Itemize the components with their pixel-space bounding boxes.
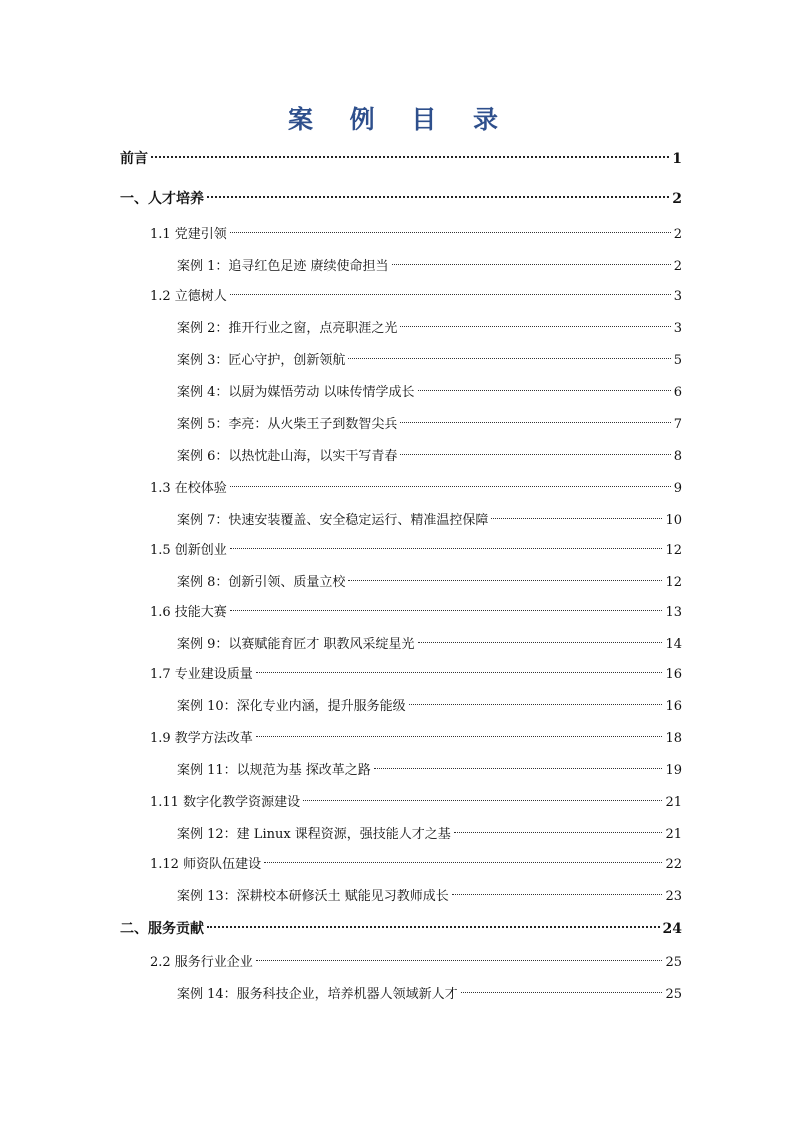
toc-page-number: 3 — [673, 289, 682, 304]
toc-entry-text: 案例 5：李亮：从火柴王子到数智尖兵 — [177, 417, 398, 432]
toc-entry-text: 1.2 立德树人 — [150, 289, 227, 304]
toc-chapter-entry[interactable] — [120, 188, 682, 210]
dot-leader — [374, 768, 663, 769]
toc-case-entry[interactable] — [177, 886, 682, 908]
dot-leader — [230, 294, 671, 295]
toc-page-number: 23 — [665, 889, 682, 904]
toc-entry-text: 案例 8：创新引领、质量立校 — [177, 575, 346, 590]
toc-entry-text: 案例 6：以热忱赴山海，以实干写青春 — [177, 449, 398, 464]
toc-entry-text: 1.9 教学方法改革 — [150, 731, 253, 746]
toc-page-number: 12 — [665, 543, 682, 558]
toc-case-entry[interactable] — [177, 824, 682, 846]
dot-leader — [400, 326, 670, 327]
dot-leader — [348, 358, 670, 359]
toc-page-number: 21 — [665, 827, 682, 842]
toc-section-entry[interactable] — [150, 952, 682, 974]
toc-case-entry[interactable] — [177, 510, 682, 532]
toc-page-number: 9 — [673, 481, 682, 496]
toc-case-entry[interactable] — [177, 350, 682, 372]
toc-page-number: 2 — [673, 227, 682, 242]
toc-section-entry[interactable] — [150, 728, 682, 750]
dot-leader — [303, 800, 662, 801]
dot-leader — [418, 390, 671, 391]
dot-leader — [256, 672, 663, 673]
toc-page-number: 13 — [665, 605, 682, 620]
toc-entry-text: 1.1 党建引领 — [150, 227, 227, 242]
dot-leader — [461, 992, 663, 993]
toc-chapter-entry[interactable] — [120, 918, 682, 940]
toc-entry-text: 案例 10：深化专业内涵，提升服务能级 — [177, 699, 406, 714]
toc-entry-text: 案例 13：深耕校本研修沃土 赋能见习教师成长 — [177, 889, 449, 904]
toc-entry-text: 案例 1：追寻红色足迹 赓续使命担当 — [177, 259, 389, 274]
toc-page-number: 18 — [665, 731, 682, 746]
toc-page-number: 6 — [673, 385, 682, 400]
dot-leader — [491, 518, 662, 519]
dot-leader — [256, 736, 663, 737]
toc-entry-text: 案例 11：以规范为基 探改革之路 — [177, 763, 371, 778]
dot-leader — [207, 926, 660, 928]
toc-entry-text: 2.2 服务行业企业 — [150, 955, 253, 970]
toc-entry-text: 案例 7：快速安装覆盖、安全稳定运行、精准温控保障 — [177, 513, 489, 528]
toc-section-entry[interactable] — [150, 478, 682, 500]
toc-entry-text: 案例 3：匠心守护，创新领航 — [177, 353, 346, 368]
dot-leader — [230, 232, 671, 233]
toc-section-entry[interactable] — [150, 602, 682, 624]
toc-page-number: 19 — [665, 763, 682, 778]
toc-entry-text: 1.6 技能大赛 — [150, 605, 227, 620]
dot-leader — [454, 832, 663, 833]
toc-page-number: 22 — [665, 857, 682, 872]
toc-section-entry[interactable] — [150, 224, 682, 246]
dot-leader — [151, 156, 669, 158]
toc-case-entry[interactable] — [177, 256, 682, 278]
toc-case-entry[interactable] — [177, 318, 682, 340]
toc-entry-text: 二、服务贡献 — [120, 921, 204, 937]
dot-leader — [418, 642, 663, 643]
dot-leader — [400, 454, 670, 455]
toc-case-entry[interactable] — [177, 696, 682, 718]
toc-chapter-entry[interactable] — [120, 148, 682, 170]
dot-leader — [400, 422, 670, 423]
toc-case-entry[interactable] — [177, 984, 682, 1006]
toc-page-number: 14 — [665, 637, 682, 652]
toc-page-number: 24 — [662, 921, 682, 937]
dot-leader — [409, 704, 663, 705]
toc-entry-text: 一、人才培养 — [120, 191, 204, 207]
toc-page-number: 21 — [665, 795, 682, 810]
toc-section-entry[interactable] — [150, 286, 682, 308]
toc-entry-text: 案例 2：推开行业之窗，点亮职涯之光 — [177, 321, 398, 336]
toc-section-entry[interactable] — [150, 792, 682, 814]
dot-leader — [207, 196, 669, 198]
toc-case-entry[interactable] — [177, 572, 682, 594]
toc-entry-text: 1.3 在校体验 — [150, 481, 227, 496]
toc-entry-text: 前言 — [120, 151, 148, 167]
toc-page-number: 2 — [673, 259, 682, 274]
toc-page-number: 16 — [665, 699, 682, 714]
toc-page-number: 3 — [673, 321, 682, 336]
dot-leader — [452, 894, 663, 895]
toc-title: 案 例 目 录 — [287, 105, 513, 134]
toc-page-number: 12 — [665, 575, 682, 590]
toc-page-number: 5 — [673, 353, 682, 368]
toc-page-number: 16 — [665, 667, 682, 682]
dot-leader — [256, 960, 663, 961]
dot-leader — [230, 548, 663, 549]
toc-page-number: 1 — [672, 151, 682, 167]
dot-leader — [264, 862, 662, 863]
toc-section-entry[interactable] — [150, 854, 682, 876]
toc-case-entry[interactable] — [177, 634, 682, 656]
toc-entry-text: 案例 9：以赛赋能育匠才 职教风采绽星光 — [177, 637, 415, 652]
toc-entry-text: 1.11 数字化教学资源建设 — [150, 795, 301, 810]
toc-case-entry[interactable] — [177, 446, 682, 468]
dot-leader — [348, 580, 662, 581]
toc-page-number: 8 — [673, 449, 682, 464]
toc-entry-text: 案例 12：建 Linux 课程资源，强技能人才之基 — [177, 827, 451, 842]
toc-page-number: 7 — [673, 417, 682, 432]
toc-page-number: 25 — [665, 955, 682, 970]
toc-section-entry[interactable] — [150, 664, 682, 686]
toc-section-entry[interactable] — [150, 540, 682, 562]
toc-page-number: 2 — [672, 191, 682, 207]
toc-entry-text: 案例 4：以厨为媒悟劳动 以味传情学成长 — [177, 385, 415, 400]
toc-entry-text: 案例 14：服务科技企业，培养机器人领域新人才 — [177, 987, 458, 1002]
toc-entry-text: 1.12 师资队伍建设 — [150, 857, 262, 872]
toc-page-number: 25 — [665, 987, 682, 1002]
dot-leader — [392, 264, 671, 265]
toc-entry-text: 1.7 专业建设质量 — [150, 667, 253, 682]
toc-case-entry[interactable] — [177, 760, 682, 782]
toc-page-number: 10 — [665, 513, 682, 528]
toc-entry-text: 1.5 创新创业 — [150, 543, 227, 558]
toc-case-entry[interactable] — [177, 414, 682, 436]
dot-leader — [230, 486, 671, 487]
dot-leader — [230, 610, 663, 611]
toc-case-entry[interactable] — [177, 382, 682, 404]
